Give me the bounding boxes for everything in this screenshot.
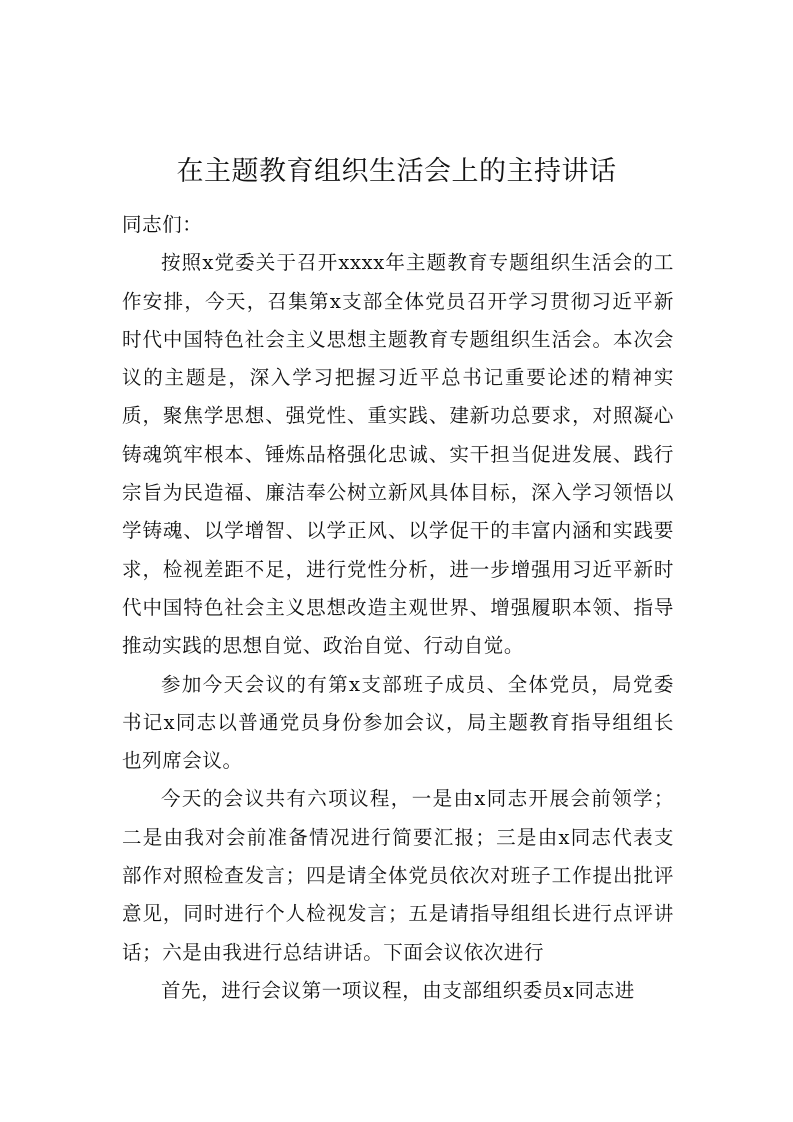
document-title: 在主题教育组织生活会上的主持讲话	[176, 156, 617, 187]
paragraph-1: 按照x党委关于召开xxxx年主题教育专题组织生活会的工作安排，今天，召集第x支部全体党员召开学习贯彻习近平新时代中国特色社会主义思想主题教育专题组织生活会。本次会议的主题是，深入学习把握习近平总书记重要论述的精神实质，聚焦学思想、强党性、重实践、建新功总要求，对照凝心铸魂筑牢根本、锤炼品格强化忠诚、实干担当促进发展、践行宗旨为民造福、廉洁奉公树立新风具体目标，深入学习领悟以学铸魂、以学增智、以学正风、以学促干的丰富内涵和实践要求，检视差距不足，进行党性分析，进一步增强用习近平新时代中国特色社会主义思想改造主观世界、增强履职本领、指导推动实践的思想自觉、政治自觉、行动自觉。	[122, 251, 674, 658]
paragraph-3: 今天的会议共有六项议程，一是由x同志开展会前领学；二是由我对会前准备情况进行简要汇报；三是由x同志代表支部作对照检查发言；四是请全体党员依次对班子工作提出批评意见，同时进行个人检视发言；五是请指导组组长进行点评讲话；六是由我进行总结讲话。下面会议依次进行	[122, 787, 674, 964]
salutation: 同志们：	[122, 213, 203, 236]
document-body	[122, 206, 674, 1010]
paragraph-2: 参加今天会议的有第x支部班子成员、全体党员，局党委书记x同志以普通党员身份参加会议，局主题教育指导组组长也列席会议。	[122, 672, 674, 773]
paragraph-4: 首先，进行会议第一项议程，由支部组织委员x同志进	[161, 978, 635, 1002]
